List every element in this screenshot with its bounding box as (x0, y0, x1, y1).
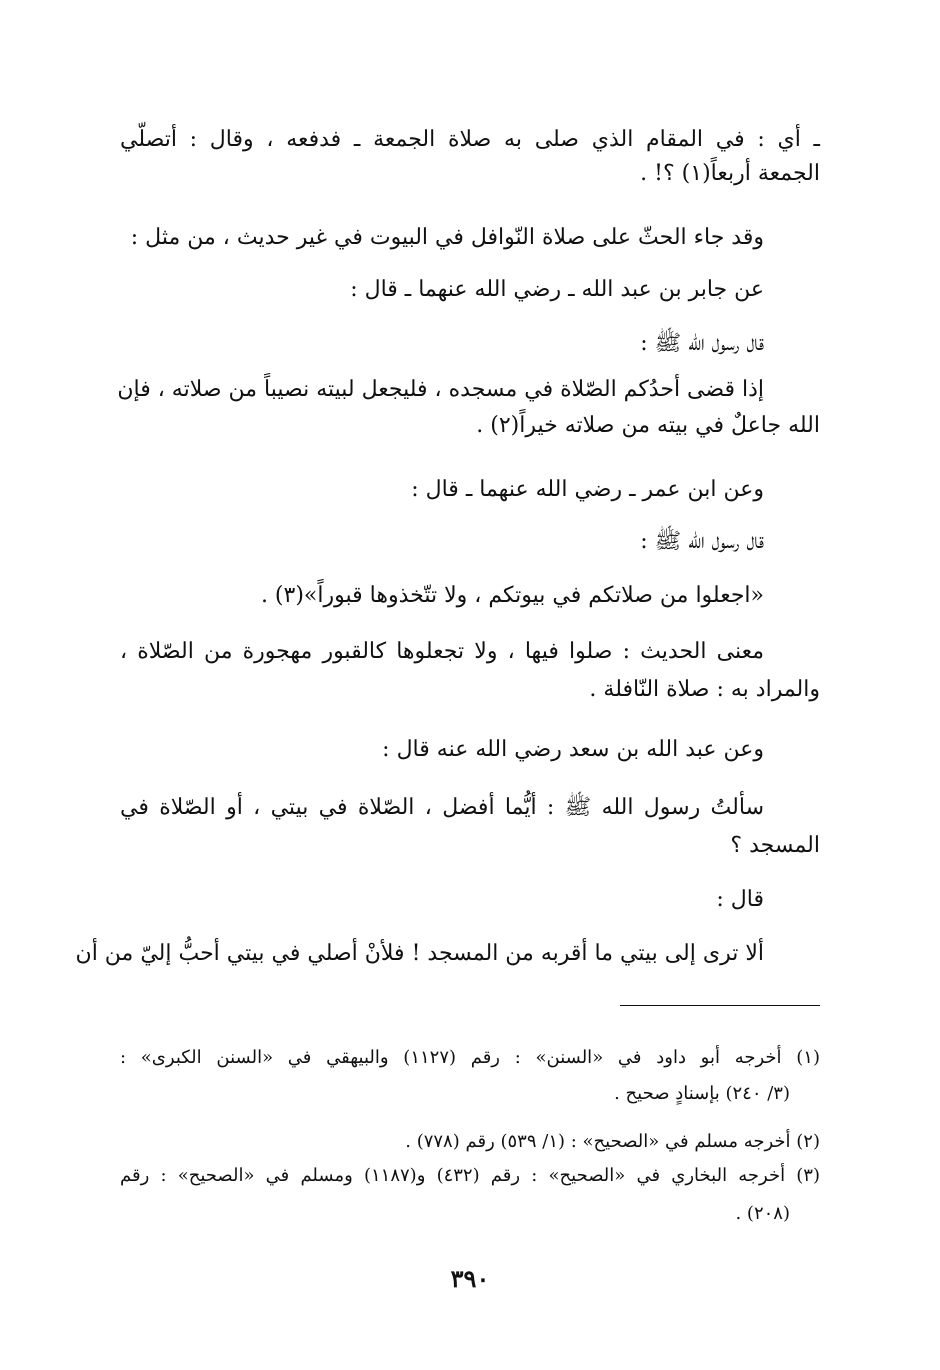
page-number: ٣٩٠ (450, 1264, 490, 1293)
body-line: والمراد به : صلاة النّافلة . (589, 677, 820, 702)
body-line: «اجعلوا من صلاتكم في بيوتكم ، ولا تتّخذوها قبوراً»(٣) . (260, 583, 764, 608)
body-line: عن جابر بن عبد الله ـ رضي الله عنهما ـ قال : (350, 277, 764, 302)
footnote-separator (620, 1005, 820, 1006)
body-line: الجمعة أربعاً(١) ؟! . (640, 161, 820, 186)
body-line: وعن ابن عمر ـ رضي الله عنهما ـ قال : (411, 477, 764, 502)
body-line: معنى الحديث : صلوا فيها ، ولا تجعلوها كالقبور مهجورة من الصّلاة ، (120, 639, 764, 664)
body-line: سألتُ رسول الله ﷺ : أيُّما أفضل ، الصّلاة في بيتي ، أو الصّلاة في (120, 795, 764, 820)
body-line: قال : (716, 887, 764, 912)
footnote-line: (٢٠٨) . (735, 1203, 790, 1224)
footnote-line: (٢) أخرجه مسلم في «الصحيح» : (١/ ٥٣٩) رقم (٧٧٨) . (405, 1131, 820, 1152)
body-line: قال رسول الله ﷺ : (640, 331, 764, 356)
body-line: قال رسول الله ﷺ : (640, 529, 764, 554)
body-line: الله جاعلٌ في بيته من صلاته خيراً(٢) . (476, 413, 820, 438)
body-line: وعن عبد الله بن سعد رضي الله عنه قال : (382, 737, 764, 762)
body-line: ألا ترى إلى بيتي ما أقربه من المسجد ! فلأنْ أصلي في بيتي أحبُّ إليّ من أن (75, 941, 764, 966)
body-line: ـ أي : في المقام الذي صلى به صلاة الجمعة ـ فدفعه ، وقال : أتصلّي (120, 127, 820, 152)
body-line: وقد جاء الحثّ على صلاة النّوافل في البيوت في غير حديث ، من مثل : (130, 225, 764, 250)
footnote-line: (١) أخرجه أبو داود في «السنن» : رقم (١١٢٧) والبيهقي في «السنن الكبرى» : (120, 1047, 820, 1068)
footnote-line: (٣) أخرجه البخاري في «الصحيح» : رقم (٤٣٢) و(١١٨٧) ومسلم في «الصحيح» : رقم (120, 1165, 820, 1186)
body-line: المسجد ؟ (730, 833, 820, 858)
body-line: إذا قضى أحدُكم الصّلاة في مسجده ، فليجعل لبيته نصيباً من صلاته ، فإن (117, 377, 764, 402)
footnote-line: (٣/ ٢٤٠) بإسنادٍ صحيح . (614, 1083, 790, 1104)
